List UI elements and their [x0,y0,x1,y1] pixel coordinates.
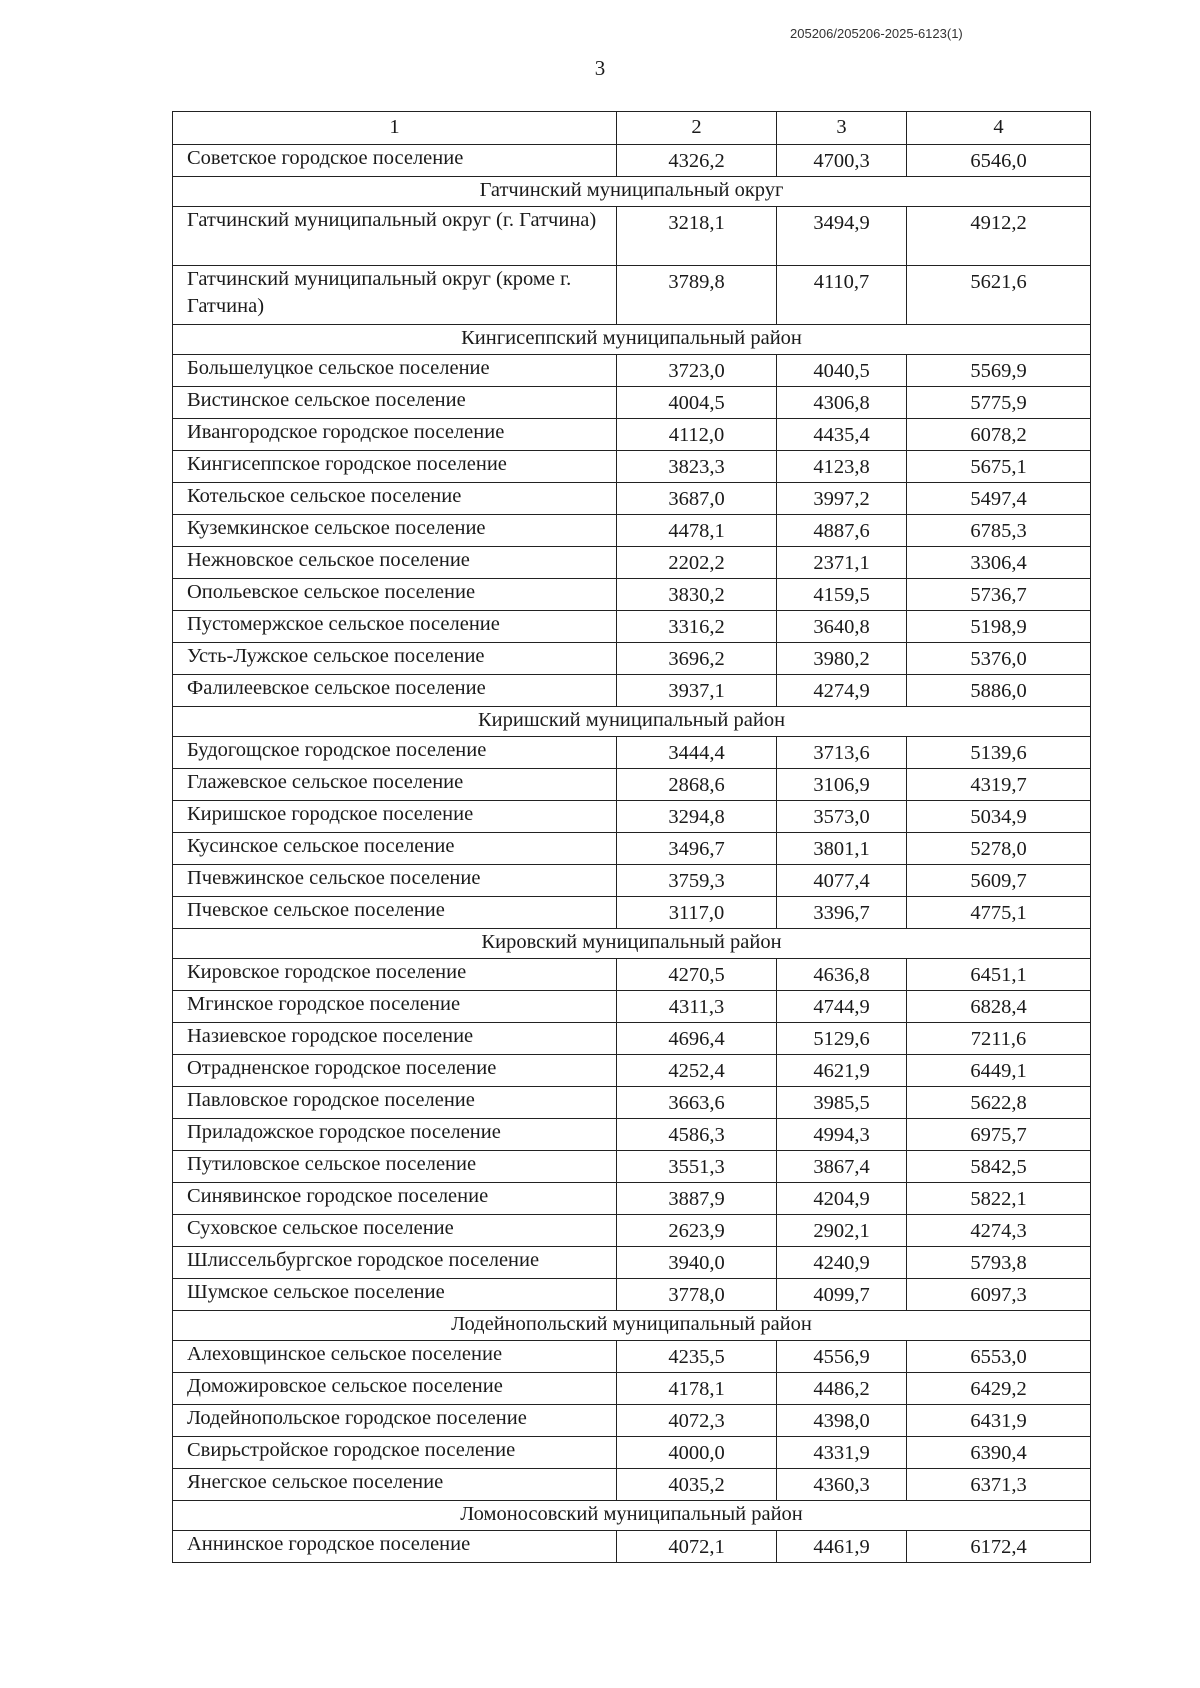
value-col-2: 3940,0 [617,1247,777,1279]
value-col-4: 6371,3 [907,1469,1091,1501]
settlement-name: Глажевское сельское поселение [173,769,617,801]
value-col-4: 5622,8 [907,1087,1091,1119]
table-row [173,387,1091,419]
value-col-2: 4478,1 [617,515,777,547]
value-col-2: 4252,4 [617,1055,777,1087]
value-col-2: 4586,3 [617,1119,777,1151]
settlement-name: Отрадненское городское поселение [173,1055,617,1087]
table-row [173,1247,1091,1279]
value-col-3: 4461,9 [777,1531,907,1563]
value-col-4: 5775,9 [907,387,1091,419]
group-header-row [173,325,1091,355]
value-col-4: 4319,7 [907,769,1091,801]
value-col-3: 4274,9 [777,675,907,707]
value-col-2: 3117,0 [617,897,777,929]
table-row [173,611,1091,643]
value-col-2: 3444,4 [617,737,777,769]
value-col-4: 3306,4 [907,547,1091,579]
settlement-name: Усть-Лужское сельское поселение [173,643,617,675]
value-col-3: 4077,4 [777,865,907,897]
settlement-name: Пчевское сельское поселение [173,897,617,929]
value-col-3: 3106,9 [777,769,907,801]
value-col-4: 6975,7 [907,1119,1091,1151]
value-col-2: 3551,3 [617,1151,777,1183]
value-col-2: 4270,5 [617,959,777,991]
value-col-4: 5842,5 [907,1151,1091,1183]
settlement-name: Вистинское сельское поселение [173,387,617,419]
table-row [173,1405,1091,1437]
table-row [173,833,1091,865]
table-row [173,1151,1091,1183]
group-header-row [173,1311,1091,1341]
table-row [173,266,1091,325]
settlement-name: Путиловское сельское поселение [173,1151,617,1183]
value-col-4: 5497,4 [907,483,1091,515]
settlement-name: Доможировское сельское поселение [173,1373,617,1405]
value-col-3: 4110,7 [777,266,907,325]
settlement-name: Шлиссельбургское городское поселение [173,1247,617,1279]
table-row [173,959,1091,991]
value-col-4: 5675,1 [907,451,1091,483]
value-col-2: 3723,0 [617,355,777,387]
table-row [173,547,1091,579]
settlement-name: Большелуцкое сельское поселение [173,355,617,387]
settlement-name: Мгинское городское поселение [173,991,617,1023]
value-col-2: 4035,2 [617,1469,777,1501]
table-row [173,865,1091,897]
value-col-2: 3937,1 [617,675,777,707]
settlement-name: Советское городское поселение [173,145,617,177]
table-row [173,801,1091,833]
value-col-2: 4000,0 [617,1437,777,1469]
value-col-2: 4311,3 [617,991,777,1023]
table-row [173,675,1091,707]
value-col-3: 3640,8 [777,611,907,643]
value-col-4: 4912,2 [907,207,1091,266]
value-col-4: 4274,3 [907,1215,1091,1247]
value-col-3: 3396,7 [777,897,907,929]
settlement-name: Гатчинский муниципальный округ (г. Гатчина) [173,207,617,266]
settlement-name: Кусинское сельское поселение [173,833,617,865]
value-col-2: 2868,6 [617,769,777,801]
table-row [173,1087,1091,1119]
table-row [173,355,1091,387]
settlement-name: Приладожское городское поселение [173,1119,617,1151]
table-row [173,769,1091,801]
value-col-4: 6431,9 [907,1405,1091,1437]
settlement-name: Синявинское городское поселение [173,1183,617,1215]
value-col-4: 5376,0 [907,643,1091,675]
value-col-2: 3778,0 [617,1279,777,1311]
settlement-name: Гатчинский муниципальный округ (кроме г. Гатчина) [173,266,617,325]
group-title: Гатчинский муниципальный округ [173,177,1091,207]
group-title: Киришский муниципальный район [173,707,1091,737]
value-col-3: 3801,1 [777,833,907,865]
group-title: Кировский муниципальный район [173,929,1091,959]
value-col-4: 6785,3 [907,515,1091,547]
group-title: Лодейнопольский муниципальный район [173,1311,1091,1341]
value-col-3: 4040,5 [777,355,907,387]
table-row [173,1119,1091,1151]
table-row [173,897,1091,929]
table-row [173,643,1091,675]
settlement-name: Кингисеппское городское поселение [173,451,617,483]
value-col-3: 4159,5 [777,579,907,611]
value-col-2: 3823,3 [617,451,777,483]
table-row [173,1437,1091,1469]
page-number: 3 [594,56,606,80]
value-col-3: 3573,0 [777,801,907,833]
value-col-3: 4887,6 [777,515,907,547]
group-header-row [173,177,1091,207]
settlement-name: Свирьстройское городское поселение [173,1437,617,1469]
settlement-name: Ивангородское городское поселение [173,419,617,451]
value-col-2: 4112,0 [617,419,777,451]
group-header-row [173,707,1091,737]
group-header-row [173,929,1091,959]
value-col-2: 3294,8 [617,801,777,833]
table-row [173,515,1091,547]
value-col-3: 3713,6 [777,737,907,769]
settlement-name: Кировское городское поселение [173,959,617,991]
table-row [173,1373,1091,1405]
value-col-3: 5129,6 [777,1023,907,1055]
value-col-3: 4331,9 [777,1437,907,1469]
settlement-name: Куземкинское сельское поселение [173,515,617,547]
value-col-4: 5198,9 [907,611,1091,643]
settlement-name: Павловское городское поселение [173,1087,617,1119]
table-row [173,483,1091,515]
settlement-name: Алеховщинское сельское поселение [173,1341,617,1373]
document-id: 205206/205206-2025-6123(1) [790,26,963,41]
table-row [173,451,1091,483]
value-col-2: 3663,6 [617,1087,777,1119]
group-title: Кингисеппский муниципальный район [173,325,1091,355]
value-col-2: 3830,2 [617,579,777,611]
value-col-3: 4240,9 [777,1247,907,1279]
settlement-name: Опольевское сельское поселение [173,579,617,611]
table-row [173,207,1091,266]
table-row [173,1055,1091,1087]
settlement-name: Киришское городское поселение [173,801,617,833]
value-col-4: 4775,1 [907,897,1091,929]
value-col-4: 6553,0 [907,1341,1091,1373]
settlement-name: Будогощское городское поселение [173,737,617,769]
value-col-3: 3997,2 [777,483,907,515]
table-row [173,1023,1091,1055]
value-col-3: 4123,8 [777,451,907,483]
value-col-4: 5886,0 [907,675,1091,707]
value-col-2: 3887,9 [617,1183,777,1215]
value-col-4: 5609,7 [907,865,1091,897]
value-col-4: 5793,8 [907,1247,1091,1279]
value-col-3: 3867,4 [777,1151,907,1183]
value-col-4: 5034,9 [907,801,1091,833]
value-col-3: 3494,9 [777,207,907,266]
value-col-4: 5736,7 [907,579,1091,611]
table-row [173,1215,1091,1247]
value-col-4: 5621,6 [907,266,1091,325]
settlement-name: Шумское сельское поселение [173,1279,617,1311]
value-col-2: 3496,7 [617,833,777,865]
value-col-4: 6449,1 [907,1055,1091,1087]
settlement-name: Лодейнопольское городское поселение [173,1405,617,1437]
settlement-name: Котельское сельское поселение [173,483,617,515]
value-col-4: 6097,3 [907,1279,1091,1311]
table-row [173,145,1091,177]
settlement-name: Назиевское городское поселение [173,1023,617,1055]
value-col-2: 3759,3 [617,865,777,897]
data-table [172,111,1091,1563]
table-row [173,579,1091,611]
value-col-2: 4235,5 [617,1341,777,1373]
table-row [173,737,1091,769]
value-col-4: 7211,6 [907,1023,1091,1055]
table-row [173,1531,1091,1563]
group-title: Ломоносовский муниципальный район [173,1501,1091,1531]
value-col-3: 4486,2 [777,1373,907,1405]
table-row [173,1341,1091,1373]
value-col-2: 2202,2 [617,547,777,579]
value-col-2: 4326,2 [617,145,777,177]
table-row [173,1469,1091,1501]
value-col-4: 6828,4 [907,991,1091,1023]
value-col-4: 6390,4 [907,1437,1091,1469]
value-col-2: 4696,4 [617,1023,777,1055]
value-col-2: 3218,1 [617,207,777,266]
value-col-2: 4178,1 [617,1373,777,1405]
table-row [173,1279,1091,1311]
value-col-3: 4360,3 [777,1469,907,1501]
value-col-2: 4072,3 [617,1405,777,1437]
value-col-2: 4072,1 [617,1531,777,1563]
table-body [173,145,1091,1563]
column-header: 1 [173,112,617,145]
value-col-2: 4004,5 [617,387,777,419]
value-col-2: 3696,2 [617,643,777,675]
settlement-name: Суховское сельское поселение [173,1215,617,1247]
value-col-4: 5139,6 [907,737,1091,769]
value-col-4: 5278,0 [907,833,1091,865]
value-col-2: 2623,9 [617,1215,777,1247]
settlement-name: Аннинское городское поселение [173,1531,617,1563]
settlement-name: Фалилеевское сельское поселение [173,675,617,707]
settlement-name: Нежновское сельское поселение [173,547,617,579]
settlement-name: Янегское сельское поселение [173,1469,617,1501]
column-header: 4 [907,112,1091,145]
header-row [173,112,1091,145]
settlement-name: Пчевжинское сельское поселение [173,865,617,897]
value-col-2: 3789,8 [617,266,777,325]
value-col-3: 2902,1 [777,1215,907,1247]
value-col-4: 6451,1 [907,959,1091,991]
settlement-name: Пустомержское сельское поселение [173,611,617,643]
value-col-3: 4306,8 [777,387,907,419]
value-col-3: 4744,9 [777,991,907,1023]
value-col-3: 4556,9 [777,1341,907,1373]
column-header: 2 [617,112,777,145]
value-col-4: 6546,0 [907,145,1091,177]
table-row [173,419,1091,451]
value-col-4: 6172,4 [907,1531,1091,1563]
value-col-4: 5569,9 [907,355,1091,387]
value-col-3: 4099,7 [777,1279,907,1311]
column-header: 3 [777,112,907,145]
value-col-3: 3980,2 [777,643,907,675]
value-col-3: 4636,8 [777,959,907,991]
group-header-row [173,1501,1091,1531]
value-col-3: 4994,3 [777,1119,907,1151]
value-col-3: 4700,3 [777,145,907,177]
value-col-2: 3316,2 [617,611,777,643]
table-row [173,1183,1091,1215]
value-col-4: 6078,2 [907,419,1091,451]
value-col-3: 2371,1 [777,547,907,579]
value-col-2: 3687,0 [617,483,777,515]
value-col-4: 5822,1 [907,1183,1091,1215]
table-row [173,991,1091,1023]
value-col-3: 4435,4 [777,419,907,451]
value-col-4: 6429,2 [907,1373,1091,1405]
value-col-3: 4621,9 [777,1055,907,1087]
value-col-3: 3985,5 [777,1087,907,1119]
value-col-3: 4204,9 [777,1183,907,1215]
value-col-3: 4398,0 [777,1405,907,1437]
